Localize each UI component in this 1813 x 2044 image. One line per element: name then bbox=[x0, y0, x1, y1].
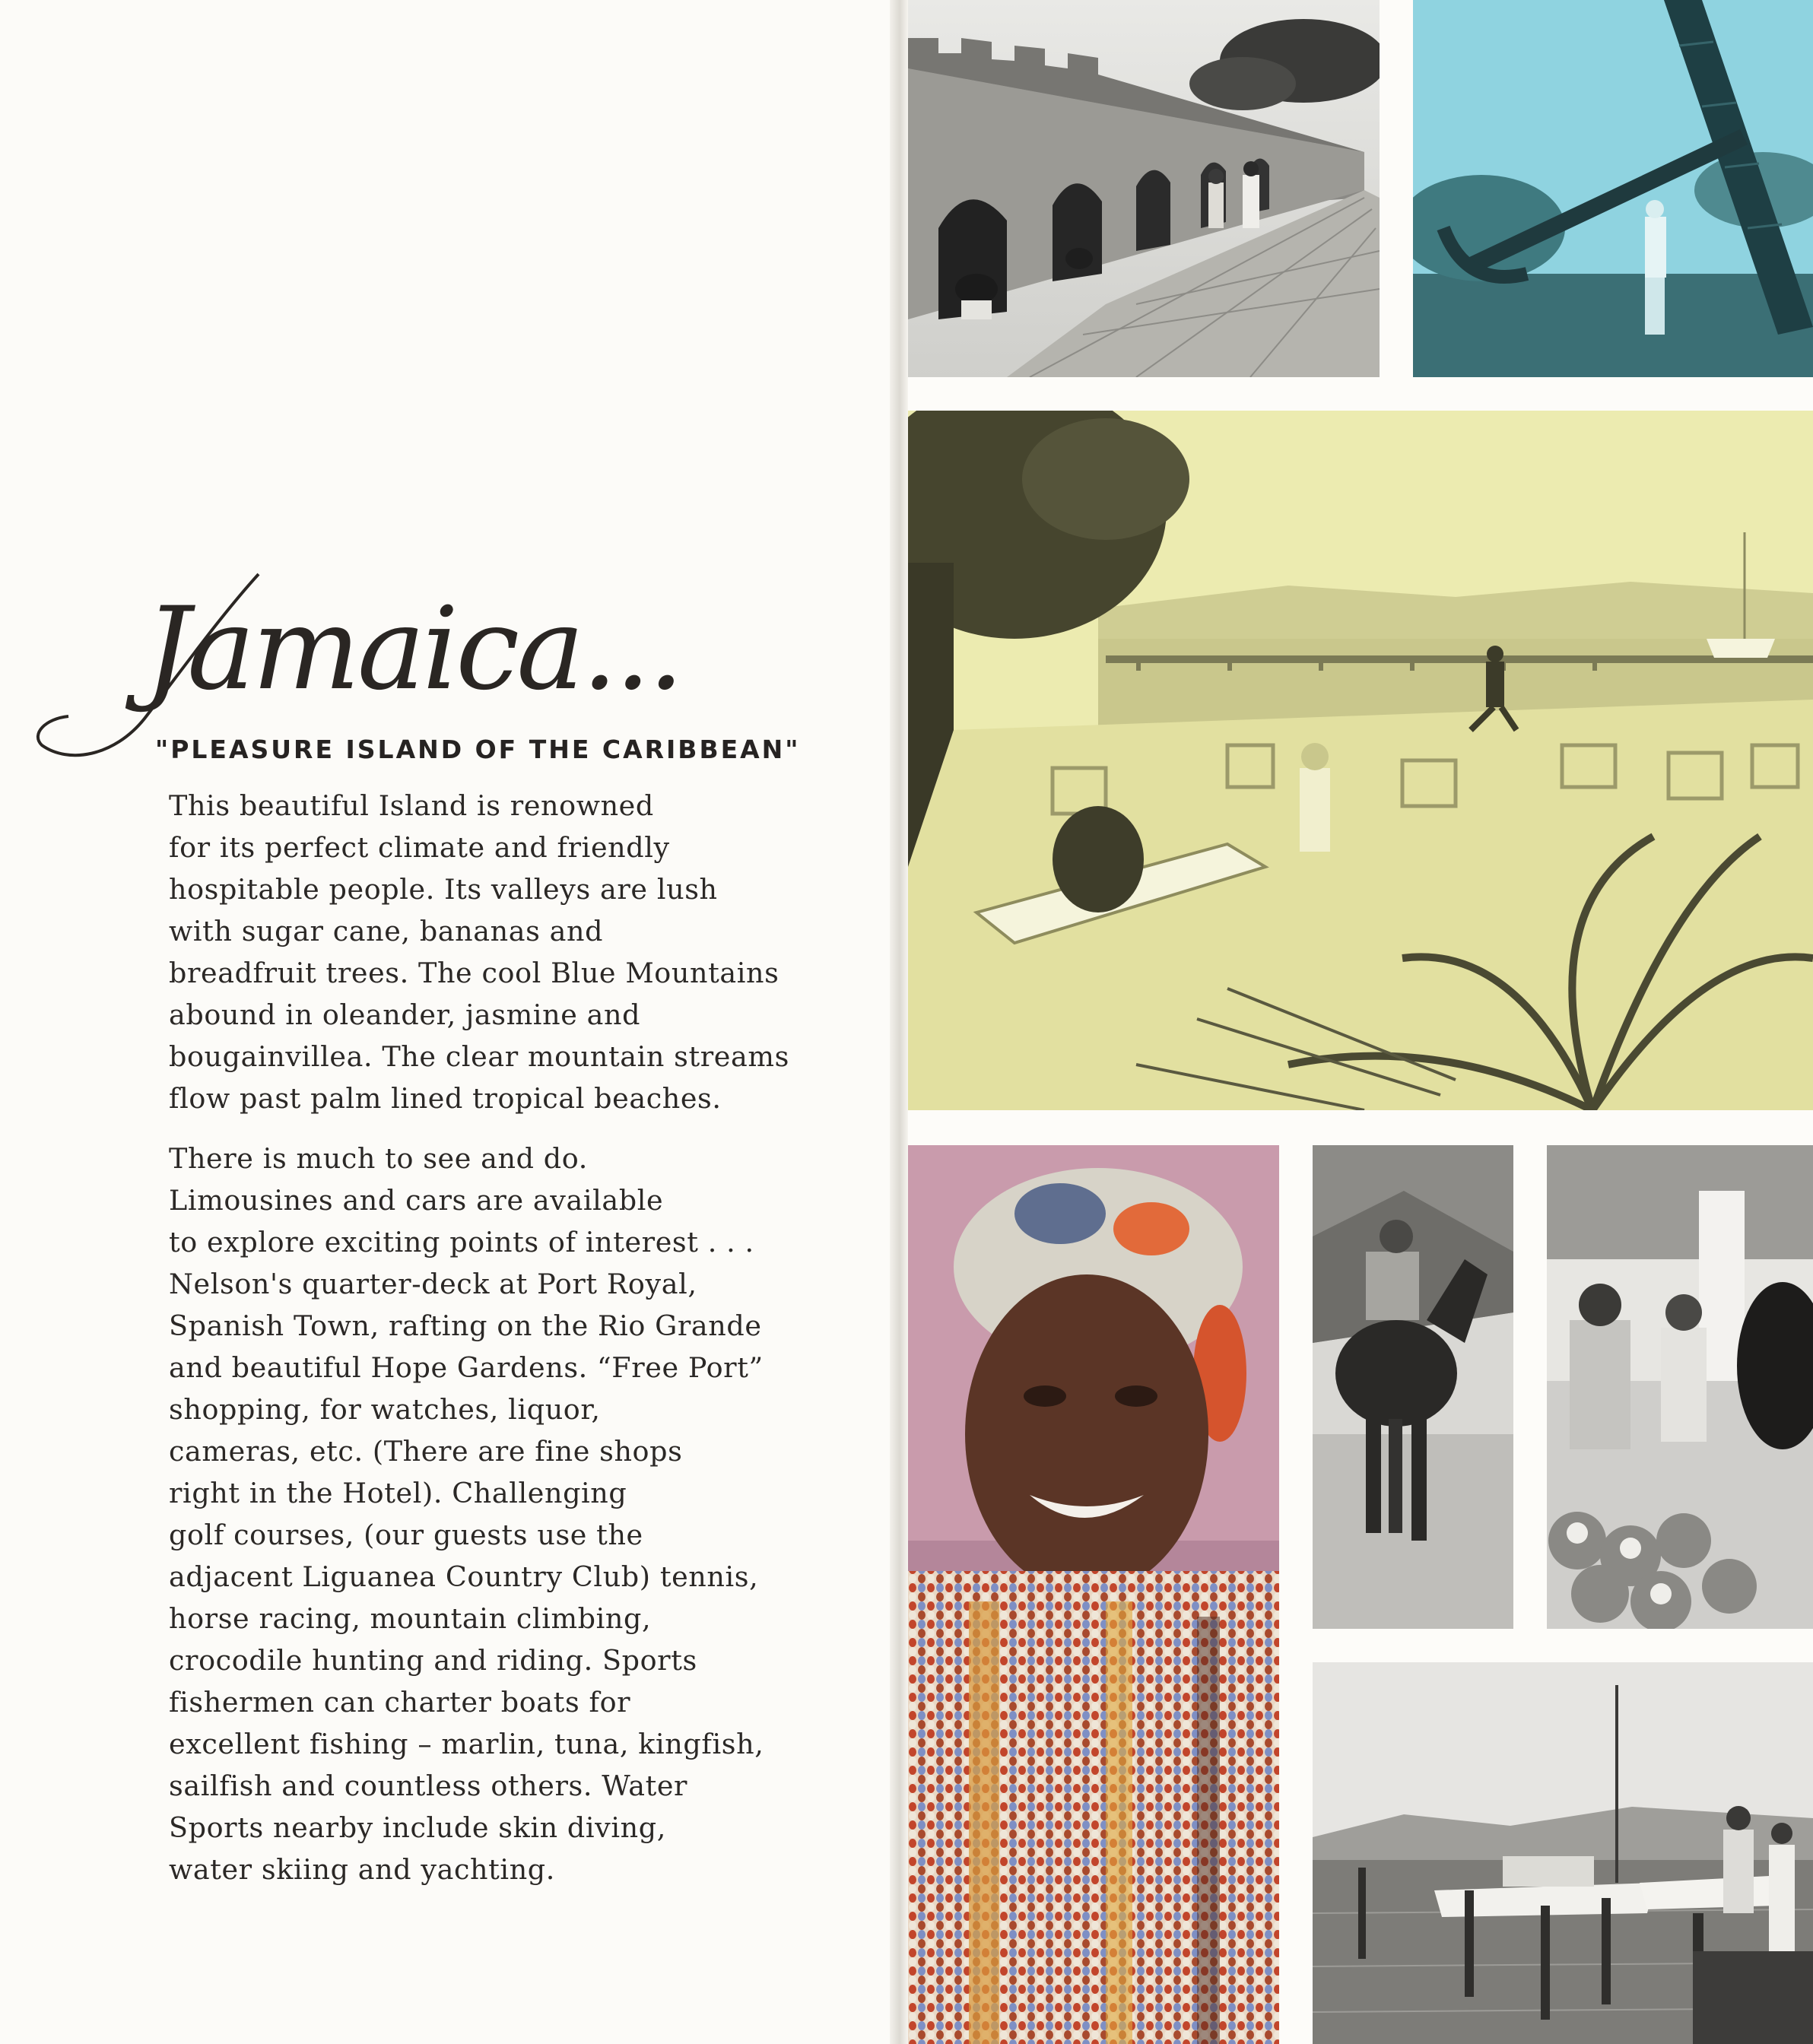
text-line: breadfruit trees. The cool Blue Mountains bbox=[169, 957, 779, 989]
activities-paragraph bbox=[169, 1138, 853, 1890]
coconut-vendor-photo bbox=[1547, 1145, 1813, 1629]
text-line: fishermen can charter boats for bbox=[169, 1686, 631, 1719]
text-line: and beautiful Hope Gardens. “Free Port” bbox=[169, 1351, 764, 1384]
subtitle: "PLEASURE ISLAND OF THE CARIBBEAN" bbox=[155, 735, 801, 764]
text-line: shopping, for watches, liquor, bbox=[169, 1393, 601, 1426]
page-fold bbox=[890, 0, 908, 2044]
text-line: There is much to see and do. bbox=[169, 1142, 588, 1175]
text-line: Limousines and cars are available bbox=[169, 1184, 664, 1217]
text-line: cameras, etc. (There are fine shops bbox=[169, 1435, 683, 1468]
text-line: abound in oleander, jasmine and bbox=[169, 998, 641, 1031]
text-line: adjacent Liguanea Country Club) tennis, bbox=[169, 1560, 759, 1593]
text-line: water skiing and yachting. bbox=[169, 1853, 555, 1886]
text-line: for its perfect climate and friendly bbox=[169, 831, 670, 864]
text-line: right in the Hotel). Challenging bbox=[169, 1477, 627, 1509]
text-line: flow past palm lined tropical beaches. bbox=[169, 1082, 722, 1115]
text-line: Nelson's quarter-deck at Port Royal, bbox=[169, 1268, 697, 1300]
marina-photo bbox=[1313, 1662, 1813, 2044]
bead-vendor-photo bbox=[908, 1145, 1279, 2044]
text-line: excellent fishing – marlin, tuna, kingfish, bbox=[169, 1728, 764, 1760]
title-text: Jamaica... bbox=[144, 583, 681, 716]
text-line: to explore exciting points of interest . . . bbox=[169, 1226, 754, 1258]
text-line: with sugar cane, bananas and bbox=[169, 915, 604, 947]
text-line: Spanish Town, rafting on the Rio Grande bbox=[169, 1309, 762, 1342]
intro-paragraph bbox=[169, 785, 853, 1119]
text-line: hospitable people. Its valleys are lush bbox=[169, 873, 718, 906]
text-line: horse racing, mountain climbing, bbox=[169, 1602, 652, 1635]
text-line: bougainvillea. The clear mountain streams bbox=[169, 1040, 789, 1073]
beach-harbour-photo bbox=[908, 411, 1813, 1110]
fort-wall-photo bbox=[908, 0, 1380, 377]
text-line: This beautiful Island is renowned bbox=[169, 789, 654, 822]
text-line: Sports nearby include skin diving, bbox=[169, 1811, 666, 1844]
text-line: sailfish and countless others. Water bbox=[169, 1769, 688, 1802]
text-line: crocodile hunting and riding. Sports bbox=[169, 1644, 697, 1677]
text-line: golf courses, (our guests use the bbox=[169, 1519, 643, 1551]
horse-rider-photo bbox=[1313, 1145, 1513, 1629]
anchor-photo bbox=[1413, 0, 1813, 377]
